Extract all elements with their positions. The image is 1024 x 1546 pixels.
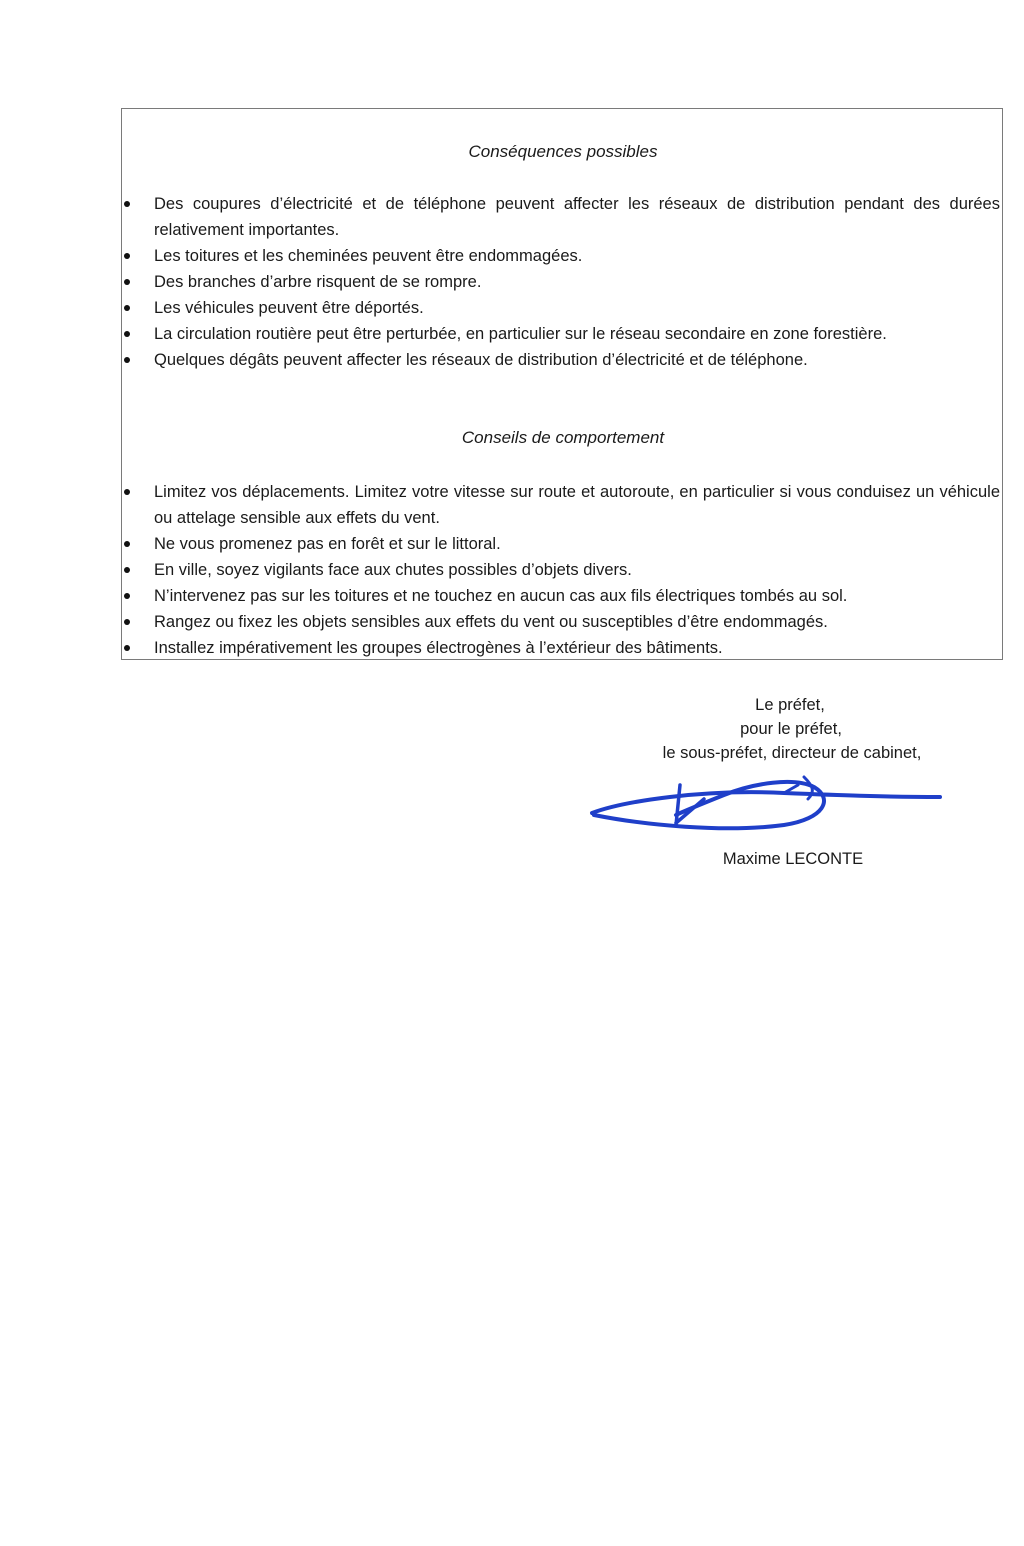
list-item [122, 557, 1004, 583]
bullet-icon [124, 645, 130, 651]
list-item-text: Ne vous promenez pas en forêt et sur le littoral. [154, 535, 501, 553]
signatory-name: Maxime LECONTE [722, 850, 864, 868]
list-item [122, 243, 1004, 269]
list-item [122, 583, 1004, 609]
signature-block [600, 693, 980, 873]
bullet-icon [124, 279, 130, 285]
bullet-icon [124, 541, 130, 547]
signature-role-line: le sous-préfet, directeur de cabinet, [662, 744, 922, 762]
vigilance-info-box [121, 108, 1003, 660]
signature-stroke [592, 792, 940, 813]
bullet-icon [124, 201, 130, 207]
list-item-text: Installez impérativement les groupes électrogènes à l’extérieur des bâtiments. [154, 639, 723, 657]
bullet-icon [124, 305, 130, 311]
advice-list [122, 479, 1004, 661]
list-item [122, 321, 1004, 347]
consequences-list [122, 191, 1004, 373]
bullet-icon [124, 489, 130, 495]
consequences-heading: Conséquences possibles [468, 142, 658, 161]
list-item-text: Limitez vos déplacements. Limitez votre vitesse sur route et autoroute, en particulier si vous conduisez un véhicule ou attelage sensible aux effets du vent. [154, 483, 1000, 527]
list-item [122, 191, 1004, 243]
bullet-icon [124, 593, 130, 599]
bullet-icon [124, 619, 130, 625]
bullet-icon [124, 253, 130, 259]
list-item-text: En ville, soyez vigilants face aux chutes possibles d’objets divers. [154, 561, 632, 579]
bullet-icon [124, 331, 130, 337]
list-item-text: Quelques dégâts peuvent affecter les réseaux de distribution d’électricité et de téléphone. [154, 351, 808, 369]
list-item [122, 347, 1004, 373]
list-item [122, 295, 1004, 321]
bullet-icon [124, 357, 130, 363]
list-item [122, 531, 1004, 557]
bullet-icon [124, 567, 130, 573]
list-item [122, 269, 1004, 295]
handwritten-signature [584, 775, 944, 841]
list-item-text: Les véhicules peuvent être déportés. [154, 299, 424, 317]
signature-title-line: Le préfet, [755, 696, 825, 714]
advice-heading: Conseils de comportement [461, 428, 665, 447]
list-item-text: La circulation routière peut être perturbée, en particulier sur le réseau secondaire en zone forestière. [154, 325, 887, 343]
list-item-text: Rangez ou fixez les objets sensibles aux effets du vent ou susceptibles d’être endommagés. [154, 613, 828, 631]
list-item-text: N’intervenez pas sur les toitures et ne touchez en aucun cas aux fils électriques tombés au sol. [154, 587, 848, 605]
list-item [122, 609, 1004, 635]
list-item-text: Des branches d’arbre risquent de se rompre. [154, 273, 482, 291]
signature-delegation-line: pour le préfet, [740, 720, 842, 738]
list-item-text: Les toitures et les cheminées peuvent être endommagées. [154, 247, 583, 265]
list-item [122, 479, 1004, 531]
list-item [122, 635, 1004, 661]
list-item-text: Des coupures d’électricité et de téléphone peuvent affecter les réseaux de distribution pendant des durées relativement importantes. [154, 195, 1000, 239]
